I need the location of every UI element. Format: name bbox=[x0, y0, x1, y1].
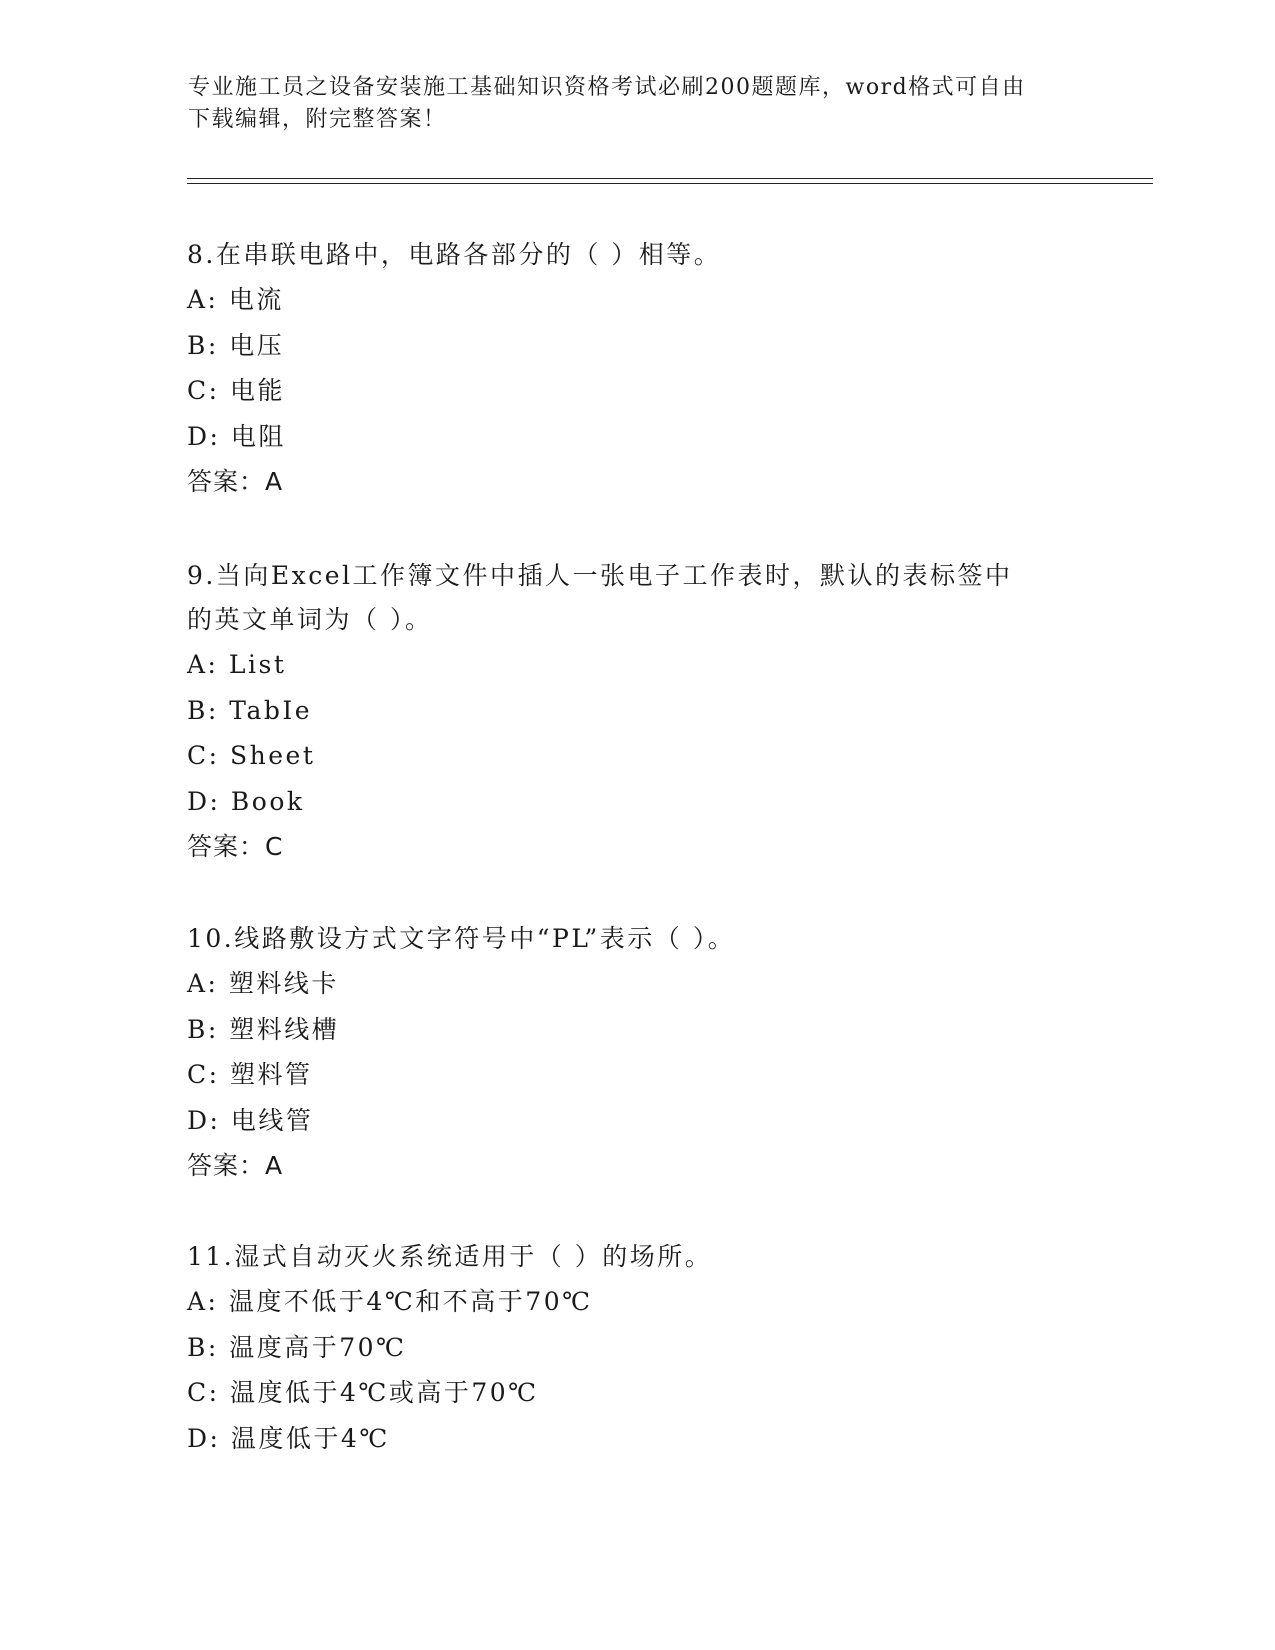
answer-line: 答案：C bbox=[187, 832, 284, 861]
answer-line: 答案：A bbox=[187, 1151, 284, 1180]
header-divider-top bbox=[187, 178, 1153, 179]
option-c: C: Sheet bbox=[187, 741, 316, 770]
option-c: C: 塑料管 bbox=[187, 1060, 313, 1089]
option-c: C: 温度低于4℃或高于70℃ bbox=[187, 1378, 539, 1407]
question-9 bbox=[187, 554, 1087, 869]
question-11 bbox=[187, 1235, 1087, 1461]
question-stem: 8.在串联电路中，电路各部分的（ ）相等。 bbox=[187, 240, 722, 269]
option-a: A: 温度不低于4℃和不高于70℃ bbox=[187, 1287, 593, 1316]
option-b: B: 温度高于70℃ bbox=[187, 1332, 407, 1362]
option-d: D: 电线管 bbox=[187, 1105, 314, 1135]
option-d: D: 温度低于4℃ bbox=[187, 1423, 390, 1453]
option-b: B: TabIe bbox=[187, 695, 313, 725]
question-8 bbox=[187, 233, 1087, 504]
answer-line: 答案：A bbox=[187, 467, 284, 496]
header-line-2: 下载编辑，附完整答案！ bbox=[188, 107, 447, 132]
question-10 bbox=[187, 917, 1087, 1188]
question-stem-line-2: 的英文单词为（ ）。 bbox=[187, 605, 433, 634]
option-a: A: 电流 bbox=[187, 285, 284, 314]
option-a: A: List bbox=[187, 650, 287, 679]
question-stem: 10.线路敷设方式文字符号中“PL”表示（ ）。 bbox=[187, 924, 736, 953]
option-c: C: 电能 bbox=[187, 376, 285, 405]
header-line-1: 专业施工员之设备安装施工基础知识资格考试必刷200题题库，word格式可自由 bbox=[188, 75, 1026, 100]
document-header bbox=[188, 72, 1068, 136]
question-stem-line-1: 9.当向Excel工作簿文件中插人一张电子工作表时，默认的表标签中 bbox=[187, 561, 1013, 590]
question-stem: 11.湿式自动灭火系统适用于（ ）的场所。 bbox=[187, 1242, 713, 1271]
option-d: D: Book bbox=[187, 786, 305, 816]
header-divider-bottom bbox=[187, 183, 1153, 184]
option-b: B: 电压 bbox=[187, 330, 285, 360]
option-a: A: 塑料线卡 bbox=[187, 969, 339, 998]
option-b: B: 塑料线槽 bbox=[187, 1014, 340, 1044]
option-d: D: 电阻 bbox=[187, 421, 286, 451]
